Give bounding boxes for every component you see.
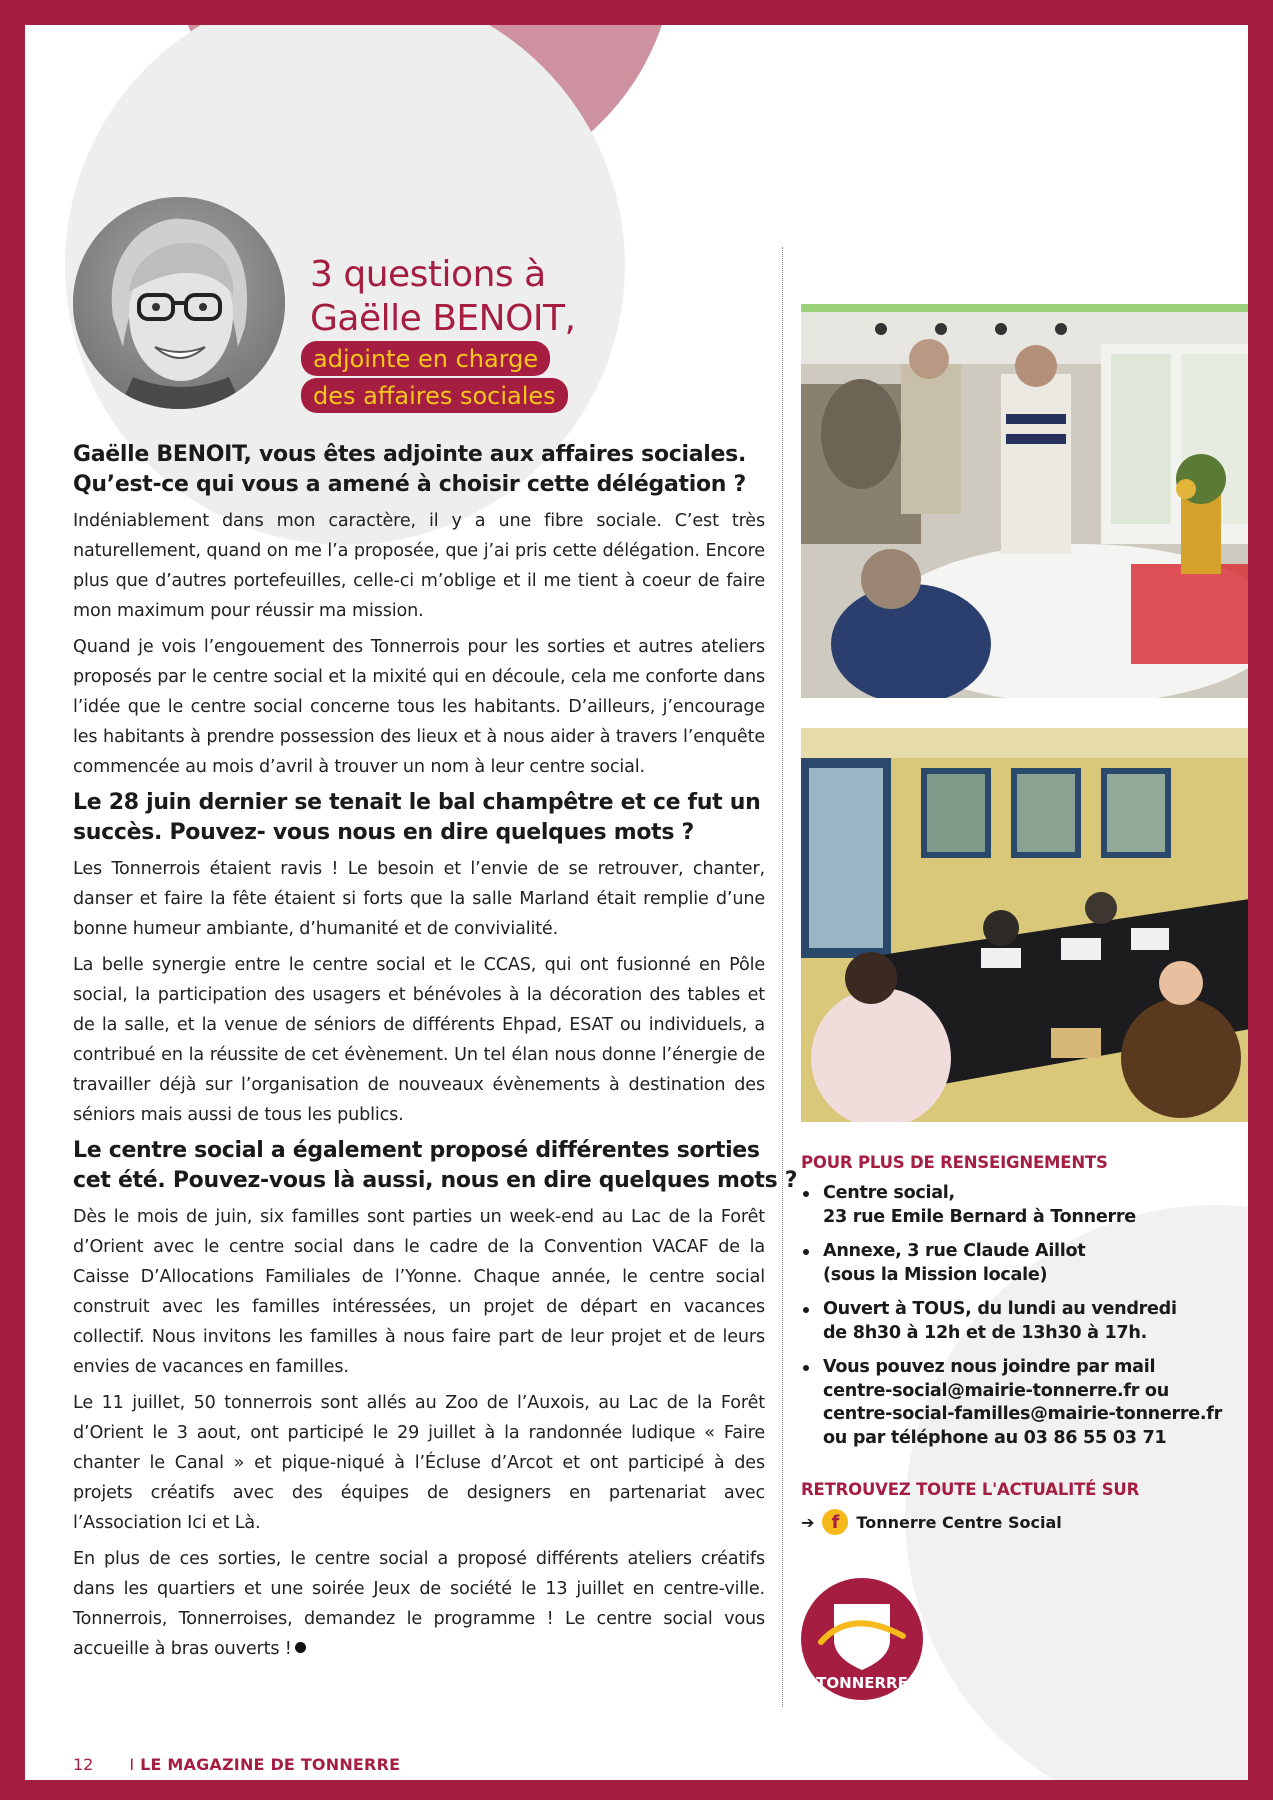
title-line-1: 3 questions à [310, 254, 546, 295]
contact-email-2[interactable]: centre-social-familles@mairie-tonnerre.fr [823, 1404, 1223, 1424]
info-item-1-line-1: Centre social, [823, 1183, 955, 1203]
photo-atelier-creatif [801, 728, 1248, 1122]
answer-3-paragraph-2: Le 11 juillet, 50 tonnerrois sont allés au Zoo de l’Auxois, au Lac de la Forêt d’Orient le 3 aout, ont participé le 29 juillet à la randonnée ludique « Faire chanter le Canal » et pique-niqué à l’Écluse d’Arcot et ont participé à des projets créatifs avec des équipes de designers en partenariat avec l’Association Ici et Là. [73, 1393, 765, 1533]
answer-3-paragraph-3-text: En plus de ces sorties, le centre social a proposé différents ateliers créatifs dans les quartiers et une soirée Jeux de société le 13 juillet en centre-ville. Tonnerrois, Tonnerroises, demandez le programme ! Le centre social vous accueille à bras ouverts ! [73, 1549, 765, 1659]
banquet-photo-illustration [801, 304, 1248, 698]
answer-1-paragraph-2: Quand je vois l’engouement des Tonnerrois pour les sorties et autres ateliers proposés par le centre social et la mixité qui en découle, cela me conforte dans l’idée que le centre social concerne tous les habitants. D’ailleurs, j’encourage les habitants à prendre possession des lieux et à nous aider à travers l’enquête commencée au mois d’avril à trouver un nom à leur centre social. [73, 637, 765, 777]
question-2-line-1: Le 28 juin dernier se tenait le bal champêtre et ce fut un [73, 790, 761, 815]
role-line-2: des affaires sociales [301, 378, 568, 413]
facebook-link[interactable] [801, 1509, 1231, 1535]
page-footer [73, 1755, 400, 1774]
question-1 [73, 440, 765, 500]
arrow-right-icon: ➔ [801, 1512, 815, 1532]
info-title: POUR PLUS DE RENSEIGNEMENTS [801, 1153, 1108, 1172]
article-title [310, 253, 575, 341]
answer-3-paragraph-3 [73, 1544, 765, 1664]
tonnerre-crest-icon [801, 1578, 923, 1700]
column-divider [782, 247, 783, 1707]
answer-3-paragraph-1: Dès le mois de juin, six familles sont parties un week-end au Lac de la Forêt d’Orient avec le centre social dans le cadre de la Convention VACAF de la Caisse D’Allocations Familiales de l’Yonne. Chaque année, le centre social construit avec les familles intéressées, un projet de départ en vacances collectif. Nous invitons les familles à nous faire part de leur projet et de leurs envies de vacances en familles. [73, 1207, 765, 1377]
info-item-centre-social [801, 1182, 1231, 1229]
info-list [801, 1182, 1231, 1450]
article-body [73, 440, 798, 1670]
end-of-article-dot [295, 1642, 306, 1653]
magazine-name: LE MAGAZINE DE TONNERRE [140, 1755, 401, 1774]
title-line-2: Gaëlle BENOIT, [310, 298, 576, 339]
portrait-illustration [73, 197, 285, 409]
photo-bal-champetre [801, 304, 1248, 698]
question-2 [73, 788, 765, 848]
question-3-line-1: Le centre social a également proposé différentes sorties [73, 1138, 760, 1163]
info-item-3-line-1: Ouvert à TOUS, du lundi au vendredi [823, 1299, 1177, 1319]
info-item-contact [801, 1356, 1231, 1450]
info-item-hours [801, 1298, 1231, 1345]
role-line-1: adjointe en charge [301, 341, 550, 376]
contact-phone[interactable]: ou par téléphone au 03 86 55 03 71 [823, 1427, 1167, 1448]
question-1-line-1: Gaëlle BENOIT, vous êtes adjointe aux affaires sociales. [73, 442, 747, 467]
question-2-line-2: succès. Pouvez- vous nous en dire quelques mots ? [73, 820, 694, 845]
magazine-page [25, 25, 1248, 1780]
answer-2-paragraph-2: La belle synergie entre le centre social et le CCAS, qui ont fusionné en Pôle social, la participation des usagers et bénévoles à la décoration des tables et de la salle, et la venue de séniors de différents Ehpad, ESAT ou individuels, a contribué en la réussite de cet évènement. Un tel élan nous donne l’énergie de travailler déjà sur l’organisation de nouveaux évènements à destination des séniors mais aussi de tous les publics. [73, 955, 765, 1125]
info-item-2-line-1: Annexe, 3 rue Claude Aillot [823, 1241, 1086, 1261]
info-item-annexe [801, 1240, 1231, 1287]
info-panel [801, 1153, 1231, 1535]
portrait-photo [73, 197, 285, 409]
info-item-4-line-1: Vous pouvez nous joindre par mail [823, 1357, 1156, 1377]
logo-text: TONNERRE [816, 1674, 908, 1692]
social-title: RETROUVEZ TOUTE L'ACTUALITÉ SUR [801, 1480, 1140, 1499]
answer-2-paragraph-1: Les Tonnerrois étaient ravis ! Le besoin et l’envie de se retrouver, chanter, danser et faire la fête étaient si forts que la salle Marland était remplie d’une bonne humeur ambiante, d’humanité et de convivialité. [73, 859, 765, 939]
info-item-1-line-2: 23 rue Emile Bernard à Tonnerre [823, 1206, 1136, 1227]
answer-1-paragraph-1: Indéniablement dans mon caractère, il y a une fibre sociale. C’est très naturellement, quand on me l’a proposée, que j’ai pris cette délégation. Encore plus que d’autres portefeuilles, celle-ci m’oblige et il me tient à coeur de faire mon maximum pour réussir ma mission. [73, 511, 765, 621]
footer-separator: I [129, 1755, 135, 1774]
question-3 [73, 1136, 798, 1196]
info-item-3-line-2: de 8h30 à 12h et de 13h30 à 17h. [823, 1322, 1147, 1343]
question-1-line-2: Qu’est-ce qui vous a amené à choisir cette délégation ? [73, 472, 746, 497]
tonnerre-logo [801, 1578, 923, 1700]
page-number: 12 [73, 1755, 94, 1774]
question-3-line-2: cet été. Pouvez-vous là aussi, nous en dire quelques mots ? [73, 1168, 798, 1193]
workshop-photo-illustration [801, 728, 1248, 1122]
info-item-2-line-2: (sous la Mission locale) [823, 1264, 1048, 1285]
facebook-icon: f [822, 1509, 848, 1535]
facebook-page-name: Tonnerre Centre Social [856, 1512, 1062, 1532]
contact-email-1[interactable]: centre-social@mairie-tonnerre.fr ou [823, 1380, 1169, 1401]
role-highlight [301, 341, 568, 415]
